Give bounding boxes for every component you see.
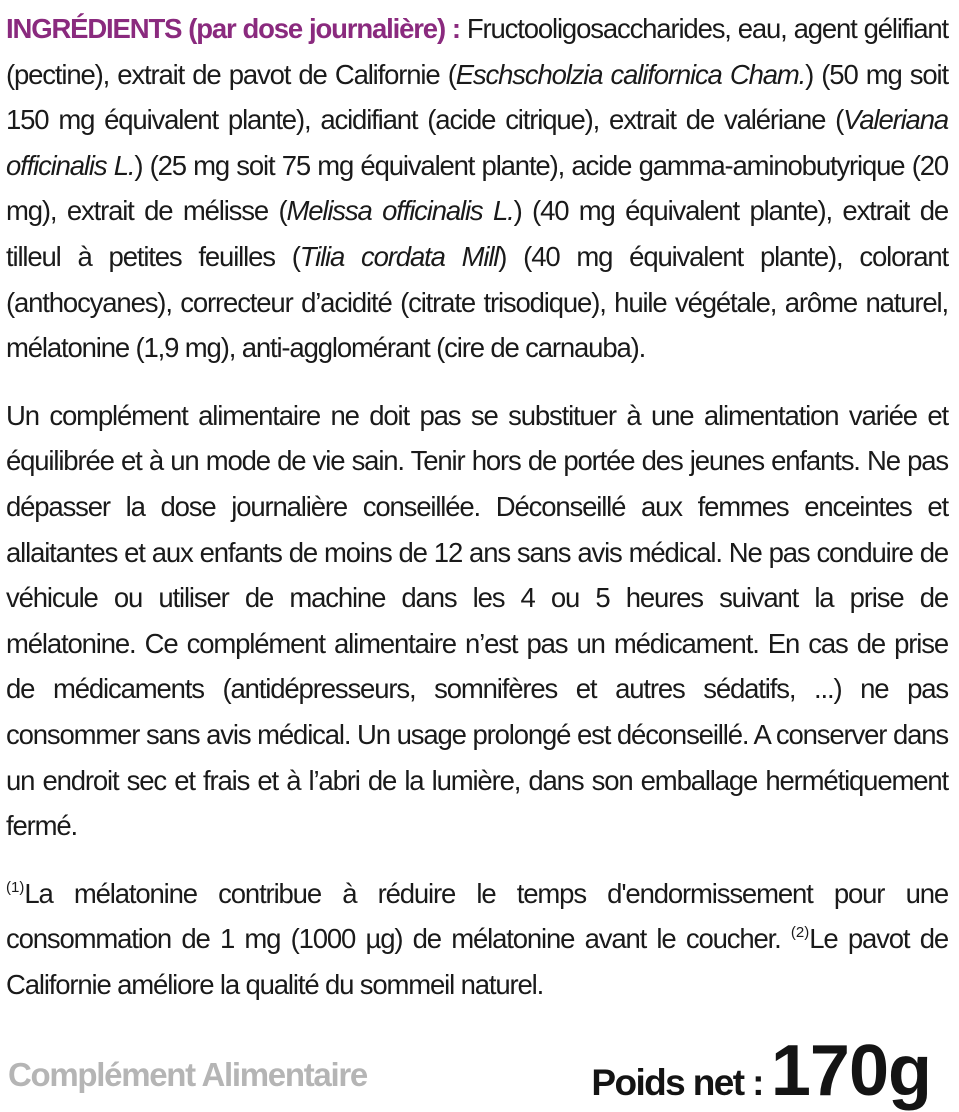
net-weight-value: 170g xyxy=(770,1031,931,1111)
product-category: Complément Alimentaire xyxy=(8,1056,367,1093)
melatonin-claim: La mélatonine contribue à réduire le temps d'endormissement pour une consommation de 1 mg (1000 µg) de mélatonine avant le coucher. xyxy=(6,877,948,955)
ingredients-heading: INGRÉDIENTS (par dose journalière) : xyxy=(6,13,460,44)
ingredients-segment: ) (50 mg soit 150 mg équivalent plante), acidifiant (acide citrique), extrait de valériane ( xyxy=(6,58,949,136)
net-weight-label: Poids net : xyxy=(591,1062,763,1103)
ingredients-segment: ) (25 mg soit 75 mg équivalent plante), acide gamma-aminobutyrique (20 mg), extrait de mélisse ( xyxy=(6,149,948,227)
ingredients-paragraph xyxy=(6,6,948,371)
ingredient-latin-name: Valeriana officinalis L. xyxy=(6,104,948,181)
claims-paragraph xyxy=(6,871,948,1008)
ingredient-latin-name: Tilia cordata Mill xyxy=(299,240,499,272)
net-weight xyxy=(591,1030,931,1112)
california-poppy-claim: Le pavot de Californie améliore la qualité du sommeil naturel. xyxy=(6,923,948,1000)
warning-paragraph: Un complément alimentaire ne doit pas se substituer à une alimentation variée et équilibrée et à un mode de vie sain. Tenir hors de portée des jeunes enfants. Ne pas dépasser la dose journalière conseillée. Déconseillé aux femmes enceintes et allaitantes et aux enfants de moins de 12 ans sans avis médical. Ne pas conduire de véhicule ou utiliser de machine dans les 4 ou 5 heures suivant la prise de mélatonine. Ce complément alimentaire n’est pas un médicament. En cas de prise de médicaments (antidépresseurs, somnifères et autres sédatifs, ...) ne pas consommer sans avis médical. Un usage prolongé est déconseillé. A conserver dans un endroit sec et frais et à l’abri de la lumière, dans son emballage hermétiquement fermé. xyxy=(6,399,948,842)
product-label-text xyxy=(6,6,948,1007)
ingredient-latin-name: Eschscholzia californica Cham. xyxy=(455,58,806,90)
ingredients-segment: Fructooligosaccharides, eau, agent gélifiant (pectine), extrait de pavot de Californie ( xyxy=(6,13,949,90)
ingredients-segment: ) (40 mg équivalent plante), colorant (anthocyanes), correcteur d’acidité (citrate trisodique), huile végétale, arôme naturel, mélatonine (1,9 mg), anti-agglomérant (cire de carnauba). xyxy=(6,240,948,364)
footnote-marker: (2) xyxy=(790,924,810,942)
label-footer xyxy=(0,1030,959,1111)
ingredients-segment: ) (40 mg équivalent plante), extrait de tilleul à petites feuilles ( xyxy=(6,195,948,272)
ingredient-latin-name: Melissa officinalis L. xyxy=(286,195,514,227)
footnote-marker: (1) xyxy=(6,878,25,896)
